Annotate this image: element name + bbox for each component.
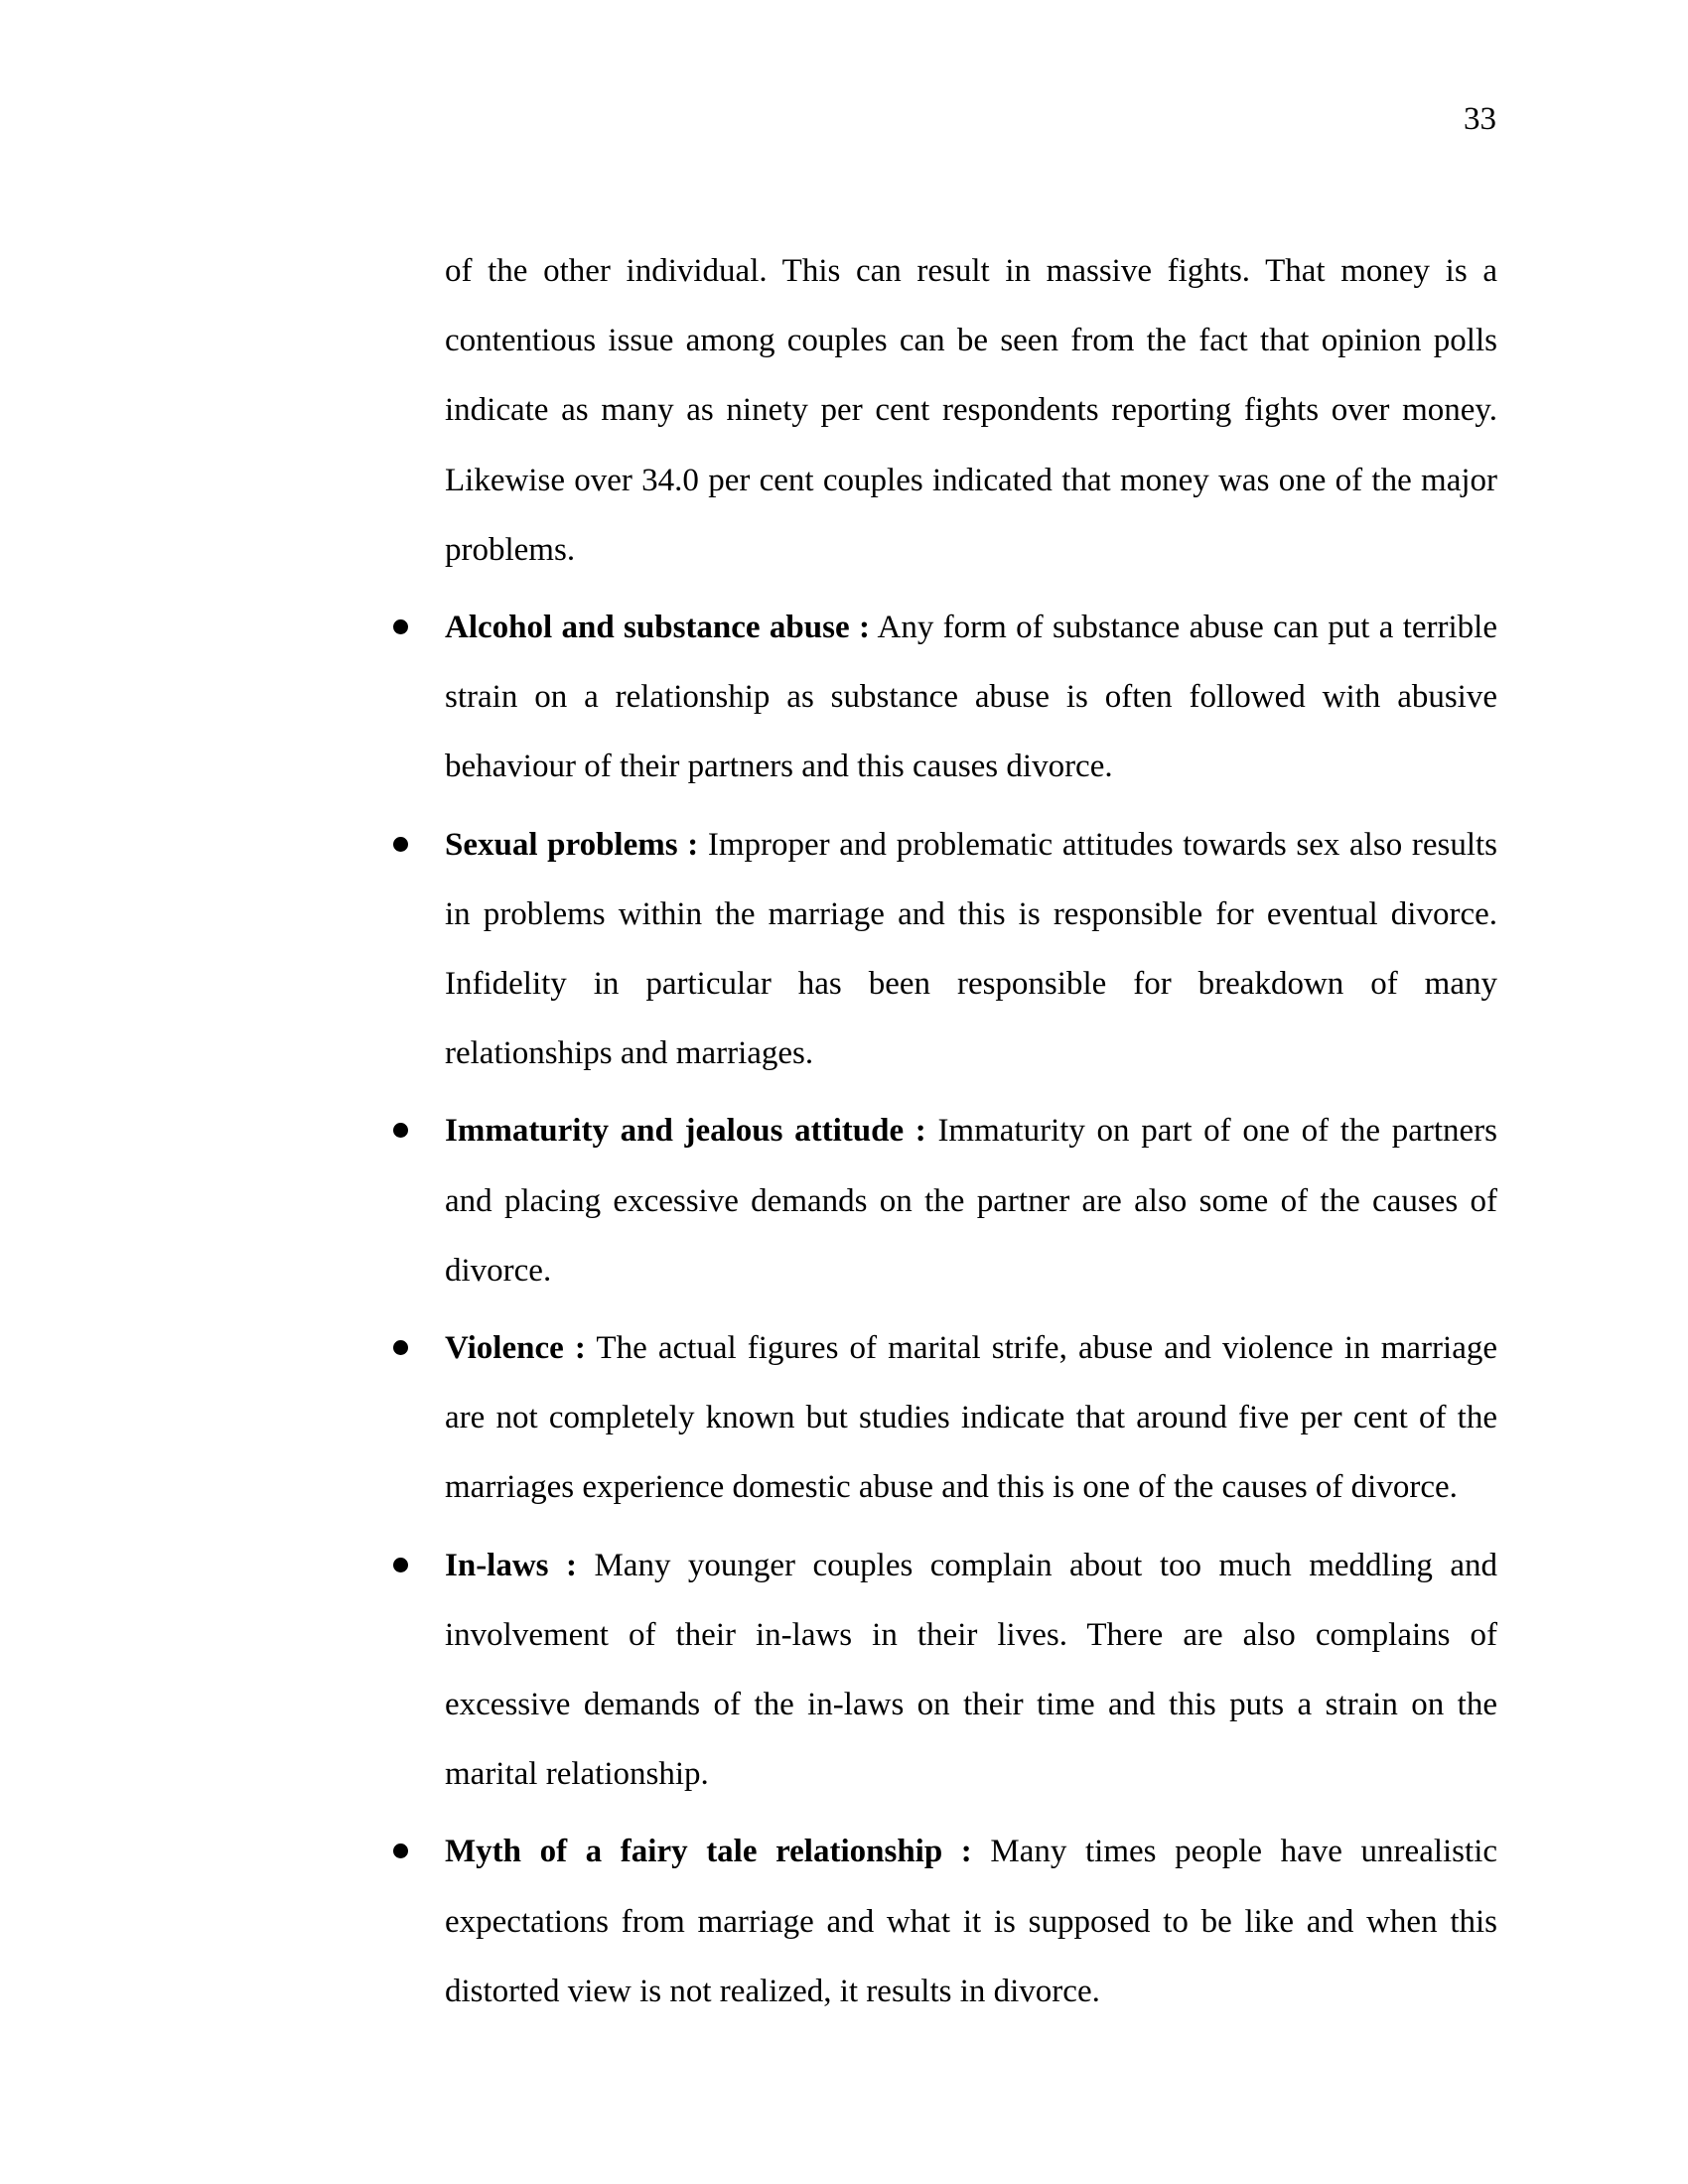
bullet-text: Any form of substance abuse can put a terrible strain on a relationship as substance abuse is often followed with abusive behaviour of their partners and this causes divorce.: [445, 610, 1497, 785]
bullet-text: The actual figures of marital strife, abuse and violence in marriage are not completely known but studies indicate that around five per cent of the marriages experience domestic abuse and this is one of the causes of divorce.: [445, 1330, 1497, 1506]
bullet-text: Improper and problematic attitudes towards sex also results in problems within the marriage and this is responsible for eventual divorce. Infidelity in particular has been responsible for breakdown of many relationships and marriages.: [445, 826, 1497, 1072]
list-item: [445, 1817, 1497, 2026]
list-item: [445, 1096, 1497, 1305]
intro-paragraph: of the other individual. This can result in massive fights. That money is a contentious issue among couples can be seen from the fact that opinion polls indicate as many as ninety per cent respondents reporting fights over money. Likewise over 34.0 per cent couples indicated that money was one of the major problems.: [445, 253, 1497, 568]
bullet-text: Many times people have unrealistic expectations from marriage and what it is supposed to be like and when this distorted view is not realized, it results in divorce.: [445, 1834, 1498, 2009]
bullet-term: Immaturity and jealous attitude :: [445, 1113, 926, 1150]
bullet-icon: [393, 619, 408, 634]
bullet-icon: [393, 1340, 408, 1355]
list-item: [445, 810, 1497, 1089]
list-item: [445, 1531, 1497, 1810]
bullet-term: Alcohol and substance abuse :: [445, 610, 870, 646]
list-item: [445, 1313, 1497, 1523]
bullet-text: Immaturity on part of one of the partners and placing excessive demands on the partner are also some of the causes of divorce.: [445, 1113, 1498, 1289]
causes-list: [445, 593, 1497, 2026]
bullet-term: In-laws :: [445, 1547, 577, 1583]
bullet-icon: [393, 837, 408, 852]
bullet-icon: [393, 1558, 408, 1572]
page-number: 33: [1464, 101, 1496, 137]
page-body: [445, 236, 1497, 2034]
list-item: [445, 593, 1497, 802]
bullet-text: Many younger couples complain about too much meddling and involvement of their in-laws in their lives. There are also complains of excessive demands of the in-laws on their time and this puts a strain on the marital relationship.: [445, 1547, 1497, 1793]
bullet-term: Sexual problems :: [445, 826, 699, 863]
bullet-term: Myth of a fairy tale relationship :: [445, 1834, 972, 1870]
bullet-term: Violence :: [445, 1330, 586, 1367]
bullet-icon: [393, 1123, 408, 1138]
bullet-icon: [393, 1843, 408, 1858]
